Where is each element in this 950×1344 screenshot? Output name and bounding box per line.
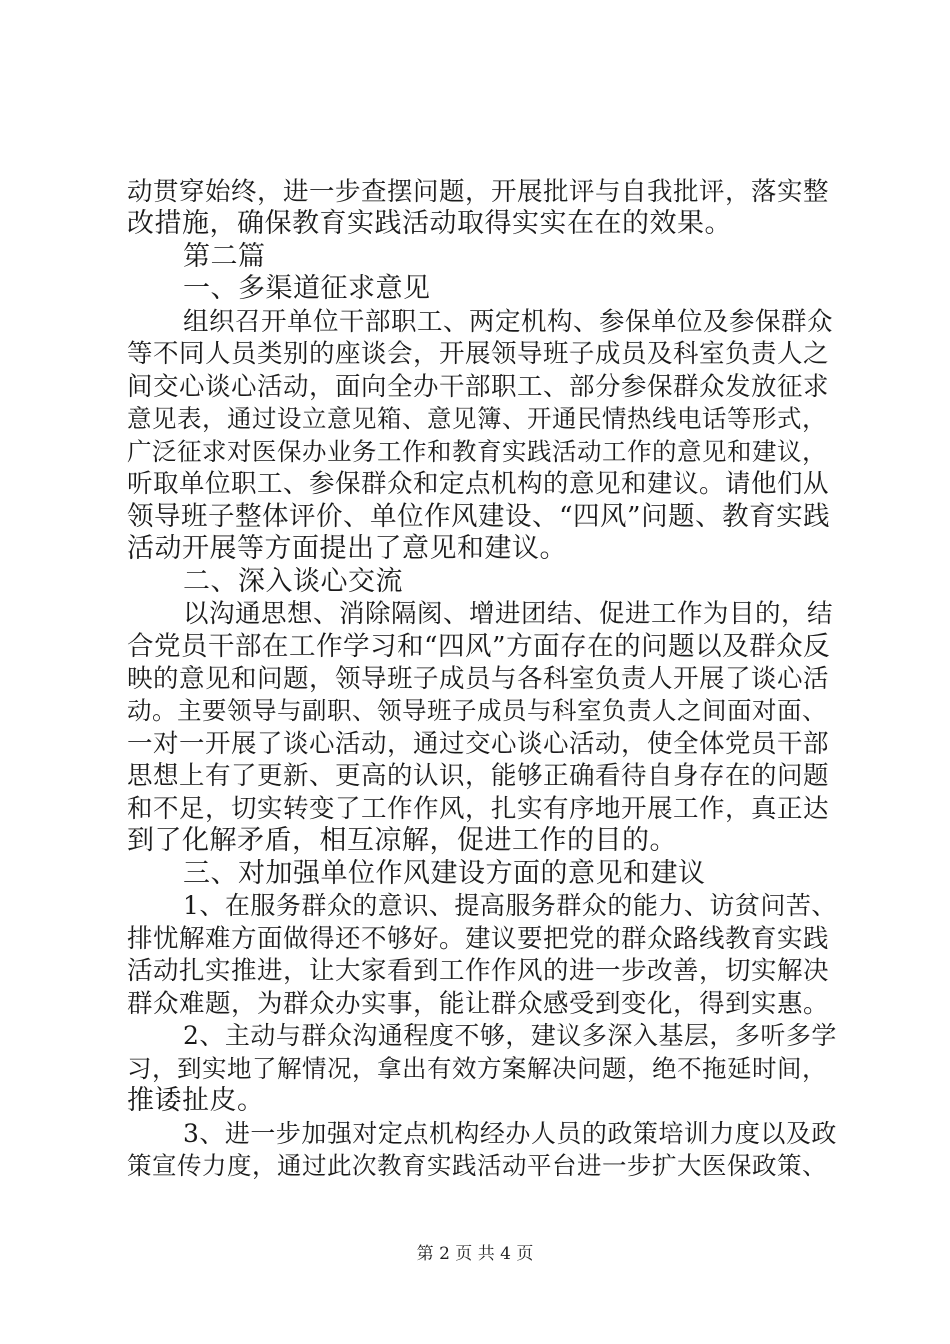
- text-line: 动贯穿始终，进一步查摆问题，开展批评与自我批评，落实整: [127, 177, 830, 207]
- text-line: 排忧解难方面做得还不够好。建议要把党的群众路线教育实践: [127, 924, 830, 954]
- text-line: 等不同人员类别的座谈会，开展领导班子成员及科室负责人之: [127, 339, 830, 369]
- text-line: 映的意见和问题，领导班子成员与各科室负责人开展了谈心活: [127, 664, 830, 694]
- text-line: 到了化解矛盾，相互凉解，促进工作的目的。: [127, 825, 677, 856]
- section-heading: 一、多渠道征求意见: [183, 273, 431, 304]
- section-heading: 三、对加强单位作风建设方面的意见和建议: [183, 858, 706, 889]
- text-line: 推诿扯皮。: [127, 1085, 265, 1116]
- text-line: 3、进一步加强对定点机构经办人员的政策培训力度以及政: [183, 1119, 837, 1148]
- text-line: 以沟通思想、消除隔阂、增进团结、促进工作为目的，结: [183, 599, 834, 629]
- text-line: 2、主动与群众沟通程度不够，建议多深入基层，多听多学: [183, 1021, 837, 1050]
- section-heading: 第二篇: [183, 241, 266, 272]
- text-line: 听取单位职工、参保群众和定点机构的意见和建议。请他们从: [127, 469, 830, 499]
- text-line: 意见表，通过设立意见箱、意见簿、开通民情热线电话等形式，: [127, 404, 827, 433]
- text-line: 合党员干部在工作学习和“四风”方面存在的问题以及群众反: [127, 631, 831, 662]
- text-line: 领导班子整体评价、单位作风建设、“四风”问题、教育实践: [127, 501, 831, 532]
- text-line: 动。主要领导与副职、领导班子成员与科室负责人之间面对面、: [127, 696, 827, 725]
- section-heading: 二、深入谈心交流: [183, 566, 403, 597]
- text-line: 广泛征求对医保办业务工作和教育实践活动工作的意见和建议，: [127, 437, 827, 466]
- text-line: 一对一开展了谈心活动，通过交心谈心活动，使全体党员干部: [127, 729, 830, 759]
- text-line: 习，到实地了解情况，拿出有效方案解决问题，绝不拖延时间，: [127, 1054, 827, 1083]
- text-line: 改措施，确保教育实践活动取得实实在在的效果。: [127, 208, 732, 239]
- page-number: 第 2 页 共 4 页: [416, 1244, 534, 1264]
- text-line: 间交心谈心活动，面向全办干部职工、部分参保群众发放征求: [127, 372, 830, 402]
- text-line: 活动开展等方面提出了意见和建议。: [127, 533, 567, 564]
- text-line: 组织召开单位干部职工、两定机构、参保单位及参保群众: [183, 307, 834, 337]
- text-line: 群众难题，为群众办实事，能让群众感受到变化，得到实惠。: [127, 989, 830, 1019]
- text-line: 1、在服务群众的意识、提高服务群众的能力、访贫问苦、: [183, 891, 837, 920]
- text-line: 和不足，切实转变了工作作风，扎实有序地开展工作，真正达: [127, 794, 830, 824]
- text-line: 策宣传力度，通过此次教育实践活动平台进一步扩大医保政策、: [127, 1151, 827, 1180]
- text-line: 思想上有了更新、更高的认识，能够正确看待自身存在的问题: [127, 761, 830, 791]
- text-line: 活动扎实推进，让大家看到工作作风的进一步改善，切实解决: [127, 956, 830, 986]
